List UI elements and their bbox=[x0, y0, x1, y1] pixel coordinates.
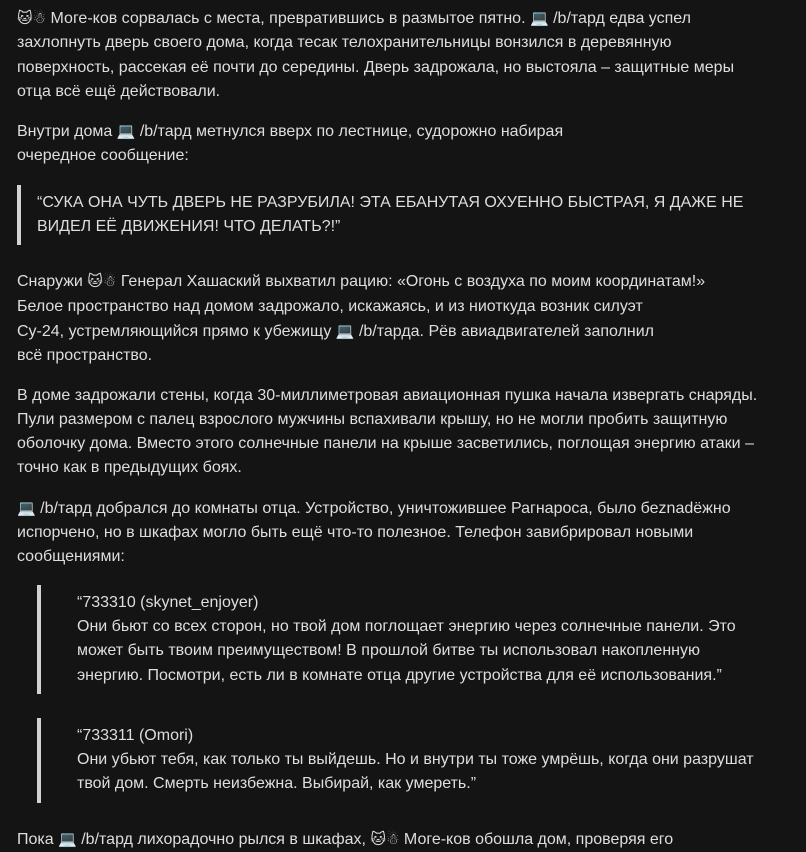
paragraph-text: Пока bbox=[17, 830, 59, 848]
laptop-emoji-icon: 💻 bbox=[58, 829, 77, 848]
laptop-emoji-icon: 💻 bbox=[17, 498, 36, 517]
paragraph-4 bbox=[17, 384, 766, 481]
paragraph-2 bbox=[17, 119, 766, 169]
paragraph-text: очередное сообщение: bbox=[17, 147, 189, 165]
cat-emoji-icon: 🐱 bbox=[87, 272, 103, 291]
paragraph-5 bbox=[17, 496, 766, 570]
blockquote-message bbox=[17, 185, 766, 246]
laptop-emoji-icon: 💻 bbox=[529, 9, 549, 27]
snowman-emoji-icon: ☃ bbox=[102, 272, 117, 291]
snowman-emoji-icon: ☃ bbox=[386, 829, 400, 848]
message-quote bbox=[37, 718, 766, 803]
paragraph-text: /b/тард добрался до комнаты отца. Устройство, уничтожившее Рагнароса, было беznadёжно испорчено, но в шкафах могло быть ещё что-то полезное. Телефон завибрировал новыми сообщениями: bbox=[17, 499, 731, 566]
laptop-emoji-icon: 💻 bbox=[335, 321, 355, 340]
cat-emoji-icon: 🐱 bbox=[17, 9, 33, 27]
paragraph-text: /b/тард метнулся вверх по лестнице, судорожно набирая bbox=[135, 123, 564, 141]
message-text: Они бьют со всех сторон, но твой дом поглощает энергию через солнечные панели. Это может быть твоим преимуществом! В прошлой битве ты использовал накопленную энергию. Посмотри, есть ли в комнате отца другие устройства для её использования.” bbox=[77, 617, 736, 684]
messages-container bbox=[17, 585, 766, 803]
paragraph-text: Белое пространство над домом задрожало, искажаясь, и из ниоткуда возник силуэт bbox=[17, 297, 643, 315]
message-author: “733310 (skynet_enjoyer) bbox=[77, 593, 259, 611]
message-author: “733311 (Omori) bbox=[77, 726, 194, 744]
paragraph-text: Снаружи bbox=[17, 273, 88, 291]
paragraph-text: Внутри дома bbox=[17, 123, 117, 141]
quote-text: “СУКА ОНА ЧУТЬ ДВЕРЬ НЕ РАЗРУБИЛА! ЭТА ЕБАНУТАЯ ОХУЕННО БЫСТРАЯ, Я ДАЖЕ НЕ ВИДЕЛ ЕЁ ДВИЖЕНИЯ! ЧТО ДЕЛАТЬ?!” bbox=[37, 193, 744, 236]
paragraph-text: /b/тарда. Рёв авиадвигателей заполнил bbox=[354, 322, 655, 340]
paragraph-1 bbox=[17, 6, 766, 104]
paragraph-3 bbox=[17, 269, 766, 368]
paragraph-text: Су-24, устремляющийся прямо к убежищу bbox=[17, 322, 336, 340]
message-quote bbox=[37, 585, 766, 694]
paragraph-6 bbox=[17, 827, 766, 852]
cat-emoji-icon: 🐱 bbox=[370, 829, 387, 848]
paragraph-text: всё пространство. bbox=[17, 347, 153, 365]
message-text: Они убьют тебя, как только ты выйдешь. Но и внутри ты тоже умрёшь, когда они разрушат твой дом. Смерть неизбежна. Выбирай, как умереть.” bbox=[77, 751, 754, 793]
snowman-emoji-icon: ☃ bbox=[32, 9, 47, 27]
laptop-emoji-icon: 💻 bbox=[116, 122, 136, 141]
paragraph-text: /b/тард едва успел захлопнуть дверь своего дома, когда тесак телохранительницы вонзился в деревянную поверхность, рассекая её почти до середины. Дверь задрожала, но выстояла – защитные меры отца всё ещё действовали. bbox=[17, 10, 735, 100]
paragraph-text: Моге-ков сорвалась с места, превратившись в размытое пятно. bbox=[46, 10, 530, 27]
paragraph-text: Генерал Хашаский выхватил рацию: «Огонь с воздуха по моим координатам!» bbox=[116, 273, 706, 291]
paragraph-text: Моге-ков обошла дом, проверяя его bbox=[399, 830, 674, 848]
paragraph-text: В доме задрожали стены, когда 30-миллиметровая авиационная пушка начала извергать снаряды. Пули размером с палец взрослого мужчины вспахивали крышу, но не могли пробить защитную оболочку дома. Вместо этого солнечные панели на крыше засветились, поглощая энергию атаки – точно как в предыдущих боях. bbox=[17, 386, 758, 477]
paragraph-text: /b/тард лихорадочно рылся в шкафах, bbox=[76, 830, 371, 848]
